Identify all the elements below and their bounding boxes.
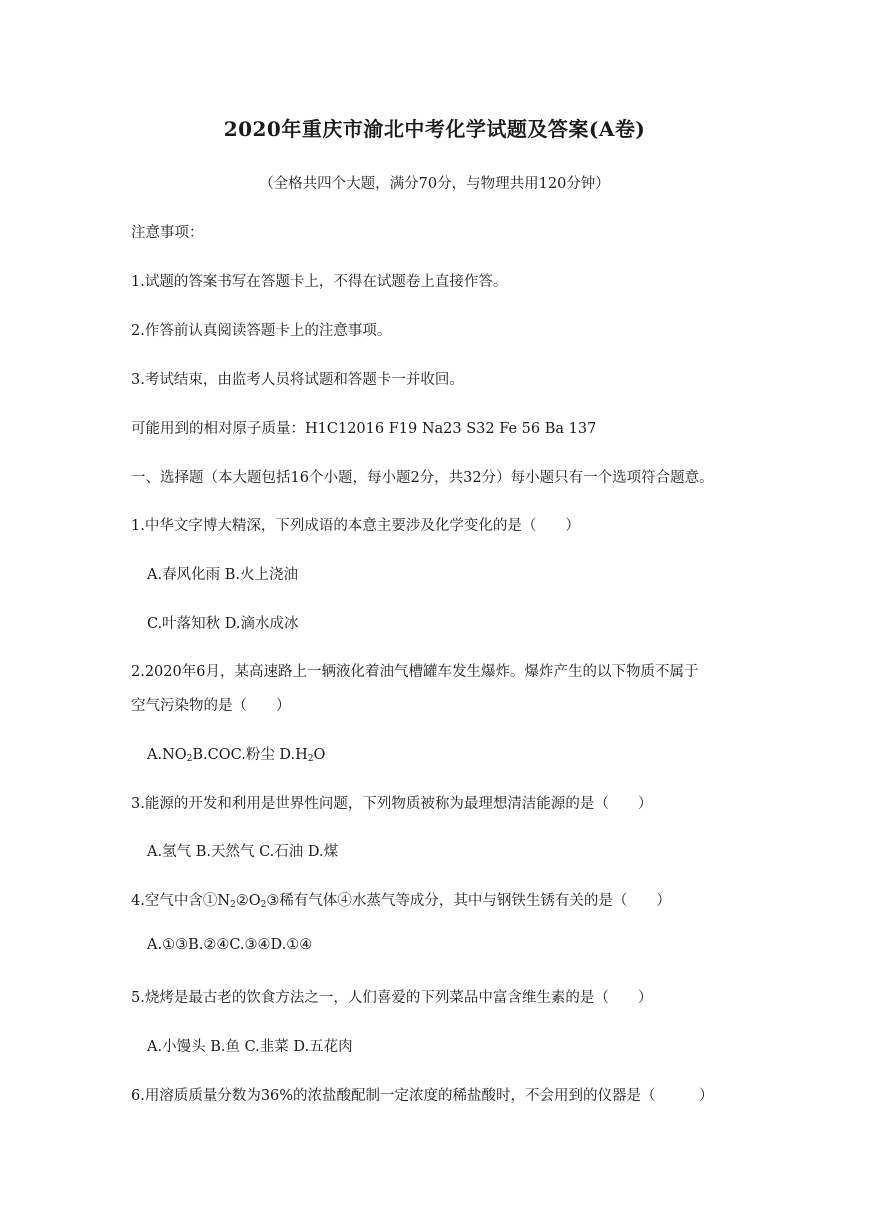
question-stem-continued: 空气污染物的是（ ） bbox=[131, 698, 291, 714]
section-heading: 一、选择题（本大题包括16个小题，每小题2分，共32分）每小题只有一个选项符合题意。 bbox=[131, 470, 714, 486]
question-stem: 2.2020年6月，某高速路上一辆液化着油气槽罐车发生爆炸。爆炸产生的以下物质不属于 bbox=[131, 664, 699, 680]
question-options: $A.NO_2B.COC$.粉尘 $D.H_2O$ bbox=[147, 747, 326, 764]
notice-item: 2.作答前认真阅读答题卡上的注意事项。 bbox=[131, 323, 392, 339]
notice-item: 1.试题的答案书写在答题卡上，不得在试题卷上直接作答。 bbox=[131, 274, 508, 290]
atomic-mass-line: 可能用到的相对原子质量：H1C12016 F19 Na23 S32 Fe 56 Ba 137 bbox=[131, 421, 597, 437]
question-stem: 3.能源的开发和利用是世界性问题，下列物质被称为最理想清洁能源的是（ ） bbox=[131, 796, 653, 812]
question-options: A.小馒头 B.鱼 C.韭菜 D.五花肉 bbox=[147, 1039, 353, 1055]
question-options: A.①③B.②④C.③④D.①④ bbox=[147, 937, 313, 953]
document-title: 2020年重庆市渝北中考化学试题及答案(A卷) bbox=[223, 117, 646, 141]
question-stem: 6.用溶质质量分数为36%的浓盐酸配制一定浓度的稀盐酸时，不会用到的仪器是（ ） bbox=[131, 1088, 714, 1104]
question-options: C.叶落知秋 D.滴水成冰 bbox=[147, 616, 299, 632]
question-stem: 5.烧烤是最古老的饮食方法之一，人们喜爱的下列菜品中富含维生素的是（ ） bbox=[131, 990, 653, 1006]
document-subtitle: （全格共四个大题，满分70分，与物理共用120分钟） bbox=[259, 176, 610, 192]
question-stem: 4.空气中含$①N_2②O_2③$稀有气体④水蒸气等成分，其中与钢铁生锈有关的是（ ） bbox=[131, 893, 671, 910]
question-options: A.氢气 B.天然气 C.石油 D.煤 bbox=[147, 844, 339, 860]
notice-heading: 注意事项： bbox=[131, 225, 204, 241]
question-stem: 1.中华文字博大精深，下列成语的本意主要涉及化学变化的是（ ） bbox=[131, 518, 580, 534]
question-options: A.春风化雨 B.火上浇油 bbox=[147, 567, 298, 583]
notice-item: 3.考试结束，由监考人员将试题和答题卡一并收回。 bbox=[131, 372, 464, 388]
